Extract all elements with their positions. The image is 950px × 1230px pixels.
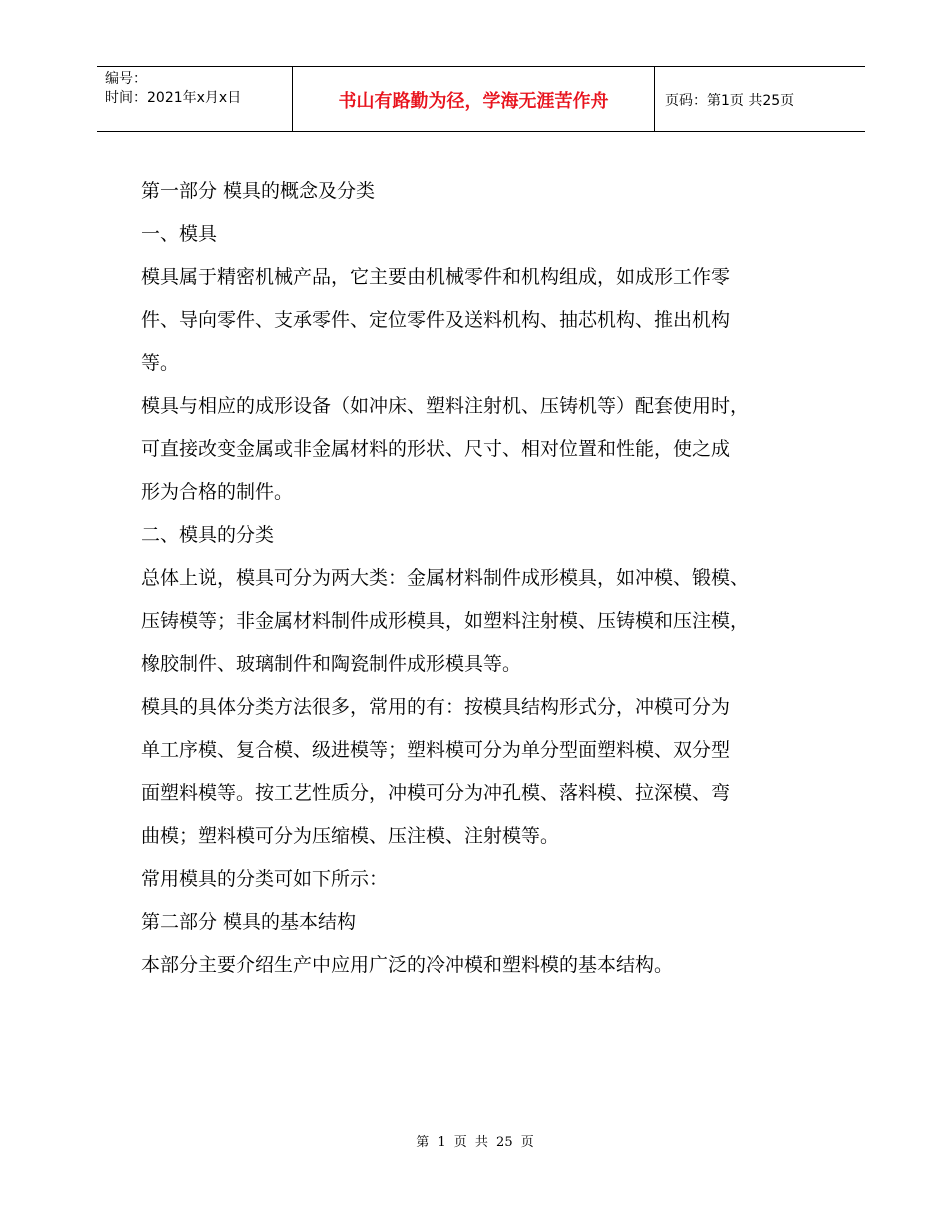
header-meta-cell xyxy=(97,67,293,131)
body-line: 等。 xyxy=(141,352,180,374)
body-line: 模具与相应的成形设备（如冲床、塑料注射机、压铸机等）配套使用时， xyxy=(141,395,750,417)
subheading-classification: 二、模具的分类 xyxy=(141,524,275,546)
body-line: 本部分主要介绍生产中应用广泛的冷冲模和塑料模的基本结构。 xyxy=(141,954,674,976)
header-page-info: 页码：第1页 共25页 xyxy=(665,93,795,109)
header-motto: 书山有路勤为径，学海无涯苦作舟 xyxy=(338,91,609,112)
body-line: 模具的具体分类方法很多，常用的有：按模具结构形式分，冲模可分为 xyxy=(141,696,731,718)
document-time-label: 时间：2021年x月x日 xyxy=(105,90,242,106)
body-line: 可直接改变金属或非金属材料的形状、尺寸、相对位置和性能，使之成 xyxy=(141,438,731,460)
subheading-molds: 一、模具 xyxy=(141,223,218,245)
body-line: 模具属于精密机械产品，它主要由机械零件和机构组成，如成形工作零 xyxy=(141,266,731,288)
body-line: 总体上说，模具可分为两大类：金属材料制件成形模具，如冲模、锻模、 xyxy=(141,567,750,589)
body-line: 件、导向零件、支承零件、定位零件及送料机构、抽芯机构、推出机构 xyxy=(141,309,731,331)
body-line: 橡胶制件、玻璃制件和陶瓷制件成形模具等。 xyxy=(141,653,522,675)
body-line: 面塑料模等。按工艺性质分，冲模可分为冲孔模、落料模、拉深模、弯 xyxy=(141,782,731,804)
header-motto-cell xyxy=(293,67,655,131)
body-line: 压铸模等；非金属材料制件成形模具，如塑料注射模、压铸模和压注模， xyxy=(141,610,750,632)
body-line: 曲模；塑料模可分为压缩模、压注模、注射模等。 xyxy=(141,825,560,847)
document-number-label: 编号： xyxy=(105,71,147,87)
header-page-cell xyxy=(655,67,865,131)
body-line: 常用模具的分类可如下所示： xyxy=(141,868,389,890)
body-line: 形为合格的制件。 xyxy=(141,481,294,503)
section-heading-part-one: 第一部分 模具的概念及分类 xyxy=(141,180,376,202)
page-footer: 第 1 页 共 25 页 xyxy=(416,1135,534,1150)
body-line: 单工序模、复合模、级进模等；塑料模可分为单分型面塑料模、双分型 xyxy=(141,739,731,761)
section-heading-part-two: 第二部分 模具的基本结构 xyxy=(141,911,357,933)
document-body xyxy=(141,170,841,987)
header-table xyxy=(97,66,865,132)
